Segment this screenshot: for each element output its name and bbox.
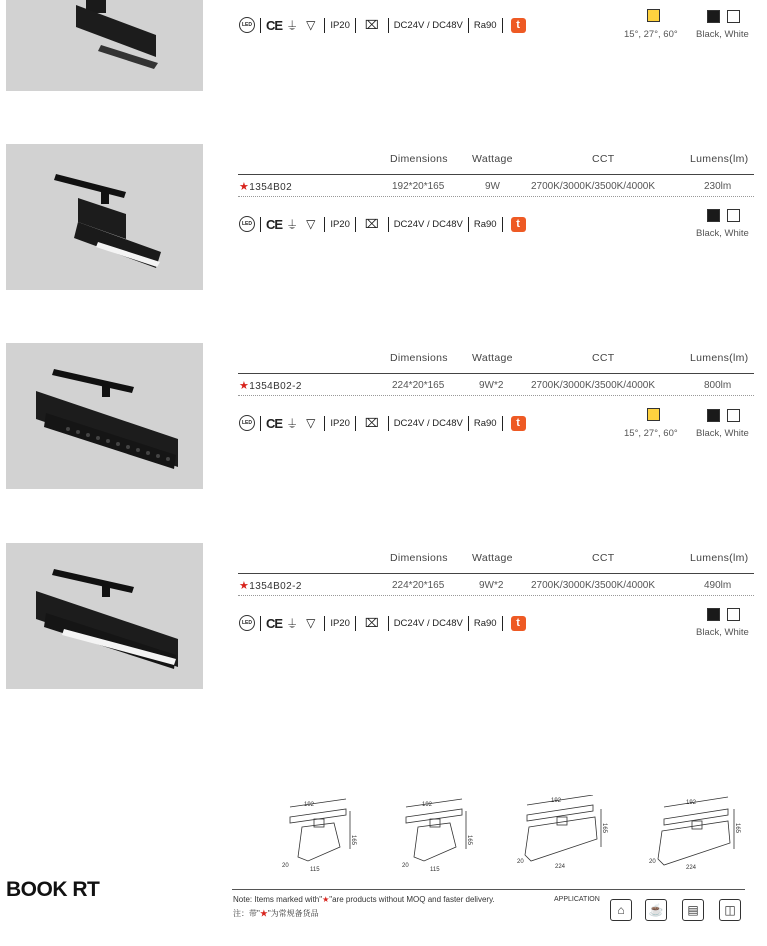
drawing-base-label: 224: [686, 865, 697, 871]
tuya-app-icon: t: [511, 18, 526, 33]
voltage-label: DC24V / DC48V: [393, 218, 463, 230]
drawing-height-label: 165: [350, 835, 356, 846]
cafe-icon: ☕: [645, 899, 667, 921]
drawing-depth-label: 20: [517, 859, 524, 865]
drawing-height-label: 165: [601, 823, 607, 834]
drawing-height-label: 165: [466, 835, 472, 846]
star-icon: ★: [239, 380, 250, 392]
black-swatch: [707, 409, 720, 422]
product-photo-1: [6, 0, 203, 91]
ce-mark-icon: CE: [266, 615, 283, 631]
product-photo-3: [6, 343, 203, 489]
color-options-label: Black, White: [696, 627, 749, 638]
table-rule: [238, 373, 754, 374]
star-icon: ★: [322, 895, 330, 904]
header-dimensions: Dimensions: [390, 552, 448, 564]
beam-angle-label: 15°, 27°, 60°: [624, 428, 678, 439]
note-english: Note: Items marked with"★"are products without MOQ and faster delivery.: [233, 895, 495, 904]
weee-bin-icon: ⌧: [364, 616, 379, 630]
home-icon: ⌂: [610, 899, 632, 921]
cri-label: Ra90: [473, 218, 497, 230]
spec-icon-row-3: [239, 414, 526, 432]
hotel-icon: ▤: [682, 899, 704, 921]
note-chinese: 注：带"★"为常规备货品: [233, 909, 319, 918]
dimensions-value: 192*20*165: [392, 181, 445, 192]
wattage-value: 9W*2: [479, 580, 504, 591]
cri-label: Ra90: [473, 617, 497, 629]
spec-icon-row-2: [239, 215, 526, 233]
f-mark-icon: ▽: [306, 18, 316, 32]
drawing-width-label: 192: [304, 802, 315, 808]
class-iii-icon: ⏚: [286, 416, 299, 431]
ip-rating: IP20: [330, 417, 350, 429]
header-cct: CCT: [592, 153, 615, 165]
brand-title: BOOK RT: [6, 878, 100, 901]
model-number: ★1354B02-2: [239, 380, 302, 392]
header-dimensions: Dimensions: [390, 153, 448, 165]
weee-bin-icon: ⌧: [364, 18, 379, 32]
white-swatch: [727, 608, 740, 621]
header-lumens: Lumens(lm): [690, 352, 749, 364]
table-rule: [238, 174, 754, 175]
wattage-value: 9W*2: [479, 380, 504, 391]
dimension-drawing-2: [402, 795, 482, 875]
header-wattage: Wattage: [472, 552, 513, 564]
class-iii-icon: ⏚: [286, 18, 299, 33]
cri-label: Ra90: [473, 417, 497, 429]
led-icon: LED: [239, 216, 255, 232]
weee-bin-icon: ⌧: [364, 217, 379, 231]
weee-bin-icon: ⌧: [364, 416, 379, 430]
voltage-label: DC24V / DC48V: [393, 617, 463, 629]
f-mark-icon: ▽: [306, 616, 316, 630]
drawing-depth-label: 20: [649, 859, 656, 865]
dimension-drawing-3: [517, 795, 609, 875]
spec-icon-row-4: [239, 614, 526, 632]
drawing-base-label: 115: [310, 867, 320, 873]
cri-label: Ra90: [473, 19, 497, 31]
white-swatch: [727, 209, 740, 222]
ip-rating: IP20: [330, 218, 350, 230]
drawing-base-label: 115: [430, 867, 440, 873]
beam-angle-icon: [647, 408, 660, 421]
cct-value: 2700K/3000K/3500K/4000K: [531, 380, 655, 391]
black-swatch: [707, 10, 720, 23]
star-icon: ★: [239, 181, 250, 193]
led-icon: LED: [239, 17, 255, 33]
lumens-value: 490lm: [704, 580, 732, 591]
tuya-app-icon: t: [511, 616, 526, 631]
ce-mark-icon: CE: [266, 17, 283, 33]
header-wattage: Wattage: [472, 352, 513, 364]
dotted-divider: [238, 595, 754, 596]
black-swatch: [707, 608, 720, 621]
white-swatch: [727, 409, 740, 422]
color-options-label: Black, White: [696, 29, 749, 40]
ip-rating: IP20: [330, 617, 350, 629]
color-options-label: Black, White: [696, 228, 749, 239]
cct-value: 2700K/3000K/3500K/4000K: [531, 580, 655, 591]
header-wattage: Wattage: [472, 153, 513, 165]
track-light-illustration: [6, 543, 203, 689]
ce-mark-icon: CE: [266, 415, 283, 431]
footer-rule: [232, 889, 745, 890]
class-iii-icon: ⏚: [286, 217, 299, 232]
drawing-base-label: 224: [555, 864, 566, 870]
drawing-height-label: 165: [734, 823, 740, 834]
header-lumens: Lumens(lm): [690, 552, 749, 564]
table-rule: [238, 573, 754, 574]
drawing-depth-label: 20: [402, 863, 409, 869]
white-swatch: [727, 10, 740, 23]
dimensions-value: 224*20*165: [392, 380, 445, 391]
led-icon: LED: [239, 615, 255, 631]
spec-icon-row-1: [239, 16, 526, 34]
product-photo-4: [6, 543, 203, 689]
track-light-illustration: [6, 0, 203, 91]
star-icon: ★: [259, 909, 268, 918]
voltage-label: DC24V / DC48V: [393, 19, 463, 31]
black-swatch: [707, 209, 720, 222]
application-label: APPLICATION: [554, 896, 600, 903]
header-cct: CCT: [592, 352, 615, 364]
dotted-divider: [238, 395, 754, 396]
drawing-width-label: 192: [551, 798, 562, 804]
drawing-width-label: 192: [686, 800, 697, 806]
ce-mark-icon: CE: [266, 216, 283, 232]
dimensions-value: 224*20*165: [392, 580, 445, 591]
star-icon: ★: [239, 580, 250, 592]
led-icon: LED: [239, 415, 255, 431]
drawing-depth-label: 20: [282, 863, 289, 869]
ip-rating: IP20: [330, 19, 350, 31]
product-photo-2: [6, 144, 203, 290]
voltage-label: DC24V / DC48V: [393, 417, 463, 429]
f-mark-icon: ▽: [306, 217, 316, 231]
model-number: ★1354B02: [239, 181, 293, 193]
dimension-drawing-4: [648, 795, 742, 875]
tuya-app-icon: t: [511, 217, 526, 232]
cct-value: 2700K/3000K/3500K/4000K: [531, 181, 655, 192]
lumens-value: 800lm: [704, 380, 732, 391]
beam-angle-icon: [647, 9, 660, 22]
header-cct: CCT: [592, 552, 615, 564]
drawing-width-label: 192: [422, 802, 433, 808]
lumens-value: 230lm: [704, 181, 732, 192]
dimension-drawing-1: [280, 795, 360, 875]
header-lumens: Lumens(lm): [690, 153, 749, 165]
color-options-label: Black, White: [696, 428, 749, 439]
class-iii-icon: ⏚: [286, 616, 299, 631]
shopping-bag-icon: ◫: [719, 899, 741, 921]
wattage-value: 9W: [485, 181, 500, 192]
dotted-divider: [238, 196, 754, 197]
tuya-app-icon: t: [511, 416, 526, 431]
header-dimensions: Dimensions: [390, 352, 448, 364]
model-number: ★1354B02-2: [239, 580, 302, 592]
track-light-illustration: [6, 343, 203, 489]
track-light-illustration: [6, 144, 203, 290]
beam-angle-label: 15°, 27°, 60°: [624, 29, 678, 40]
f-mark-icon: ▽: [306, 416, 316, 430]
